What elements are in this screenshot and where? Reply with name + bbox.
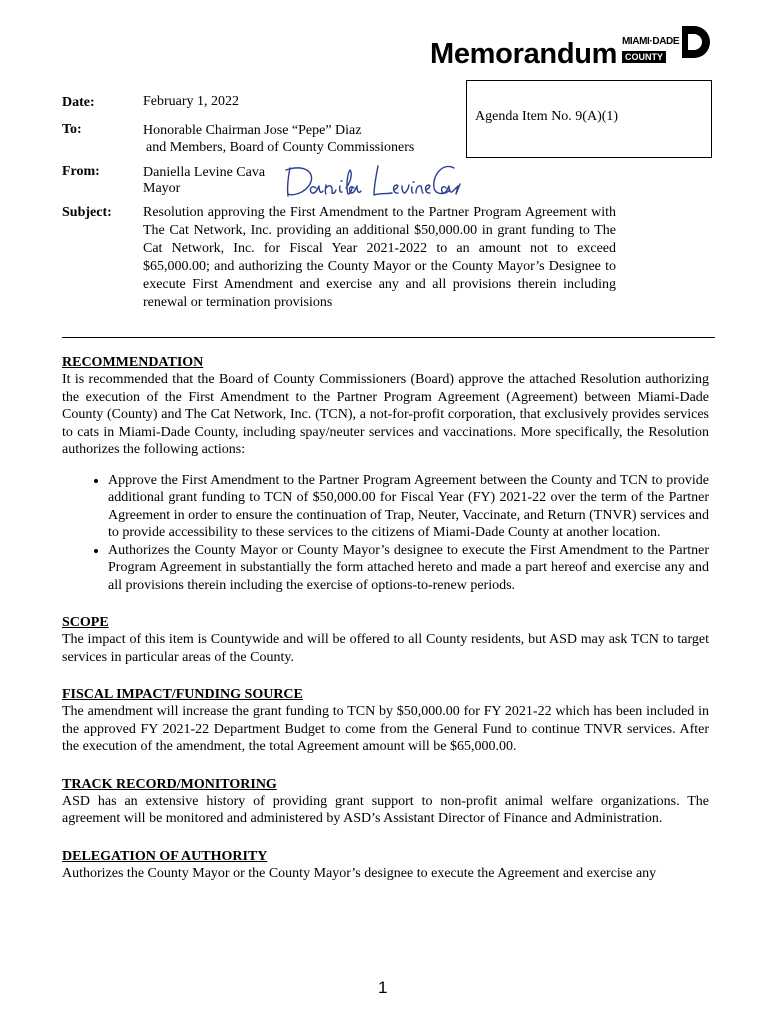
track-heading: TRACK RECORD/MONITORING (62, 776, 277, 792)
scope-text: The impact of this item is Countywide and will be offered to all County residents, but ASD may ask TCN to target services in particular areas of the County. (62, 632, 709, 665)
bullet-item: • Authorizes the County Mayor or County Mayor’s designee to execute the First Amendment to the Partner Program Agreement in substantially the form attached hereto and made a part hereof and exercise any and all provisions therein including the exercise of options-to-renew periods. (108, 542, 709, 595)
to-label: To: (62, 122, 82, 137)
logo-text-line2: COUNTY (622, 51, 666, 63)
recommendation-bullet-list (62, 472, 709, 595)
from-line2: Mayor (143, 181, 181, 196)
section-delegation (62, 848, 709, 883)
section-track-record (62, 776, 709, 828)
recommendation-text: It is recommended that the Board of County Commissioners (Board) approve the attached Resolution authorizing the execution of the First Amendment to the Partner Program Agreement (Agreement) between Miami-Dade County (County) and The Cat Network, Inc. (TCN), a not-for-profit corporation, that exclusively provides services to cats in Miami-Dade County, including spay/neuter services and vaccinations. More specifically, the Resolution authorizes the following actions: (62, 372, 709, 457)
county-logo-mark (680, 22, 712, 62)
date-label: Date: (62, 95, 95, 110)
logo-text-line1: MIAMI·DADE (622, 36, 680, 47)
section-scope (62, 614, 709, 666)
section-fiscal-impact (62, 686, 709, 756)
fiscal-text: The amendment will increase the grant funding to TCN by $50,000.00 for FY 2021-22 which has been included in the approved FY 2021-22 Department Budget to come from the General Fund to continue TNVR services. After the execution of the amendment, the total Agreement amount will be $65,000.00. (62, 704, 709, 754)
from-line1: Daniella Levine Cava (143, 165, 266, 180)
to-line1: Honorable Chairman Jose “Pepe” Diaz (143, 123, 362, 138)
bullet-item: • Approve the First Amendment to the Partner Program Agreement between the County and TCN to provide additional grant funding to TCN of $50,000.00 for Fiscal Year (FY) 2021-22 over the term of the Partner Agreement in order to ensure the continuation of Trap, Neuter, Vaccinate, and Return (TNVR) services and to provide accessibility to these services to the citizens of Miami-Dade County at another location. (108, 472, 709, 542)
header-divider (62, 337, 715, 338)
track-text: ASD has an extensive history of providing grant support to non-profit animal welfare organizations. The agreement will be monitored and administered by ASD’s Assistant Director of Finance and Administration. (62, 793, 709, 826)
county-logo (622, 22, 714, 68)
date-value: February 1, 2022 (143, 94, 240, 109)
subject-text: Resolution approving the First Amendment to the Partner Program Agreement with The Cat Network, Inc. providing an additional $50,000.00 in grant funding to The Cat Network, Inc. for Fiscal Year 2021-2022 to an amount not to exceed $65,000.00; and authorizing the County Mayor or the County Mayor’s Designee to execute First Amendment and exercise any and all provisions therein including renewal or termination provisions (143, 205, 616, 310)
agenda-item-box (466, 80, 712, 158)
delegation-text: Authorizes the County Mayor or the County Mayor’s designee to execute the Agreement and exercise any (62, 865, 657, 881)
fiscal-heading: FISCAL IMPACT/FUNDING SOURCE (62, 687, 303, 702)
recommendation-heading: RECOMMENDATION (62, 355, 204, 370)
delegation-heading: DELEGATION OF AUTHORITY (62, 848, 268, 864)
subject-label: Subject: (62, 205, 112, 220)
page-number: 1 (378, 978, 388, 997)
from-label: From: (62, 164, 100, 179)
memo-body (62, 354, 709, 882)
section-recommendation (62, 354, 709, 594)
memo-title: Memorandum (430, 38, 618, 70)
agenda-item-number: Agenda Item No. 9(A)(1) (475, 109, 619, 124)
scope-heading: SCOPE (62, 615, 109, 630)
mayor-signature (282, 160, 462, 200)
to-line2: and Members, Board of County Commissioners (146, 140, 415, 155)
